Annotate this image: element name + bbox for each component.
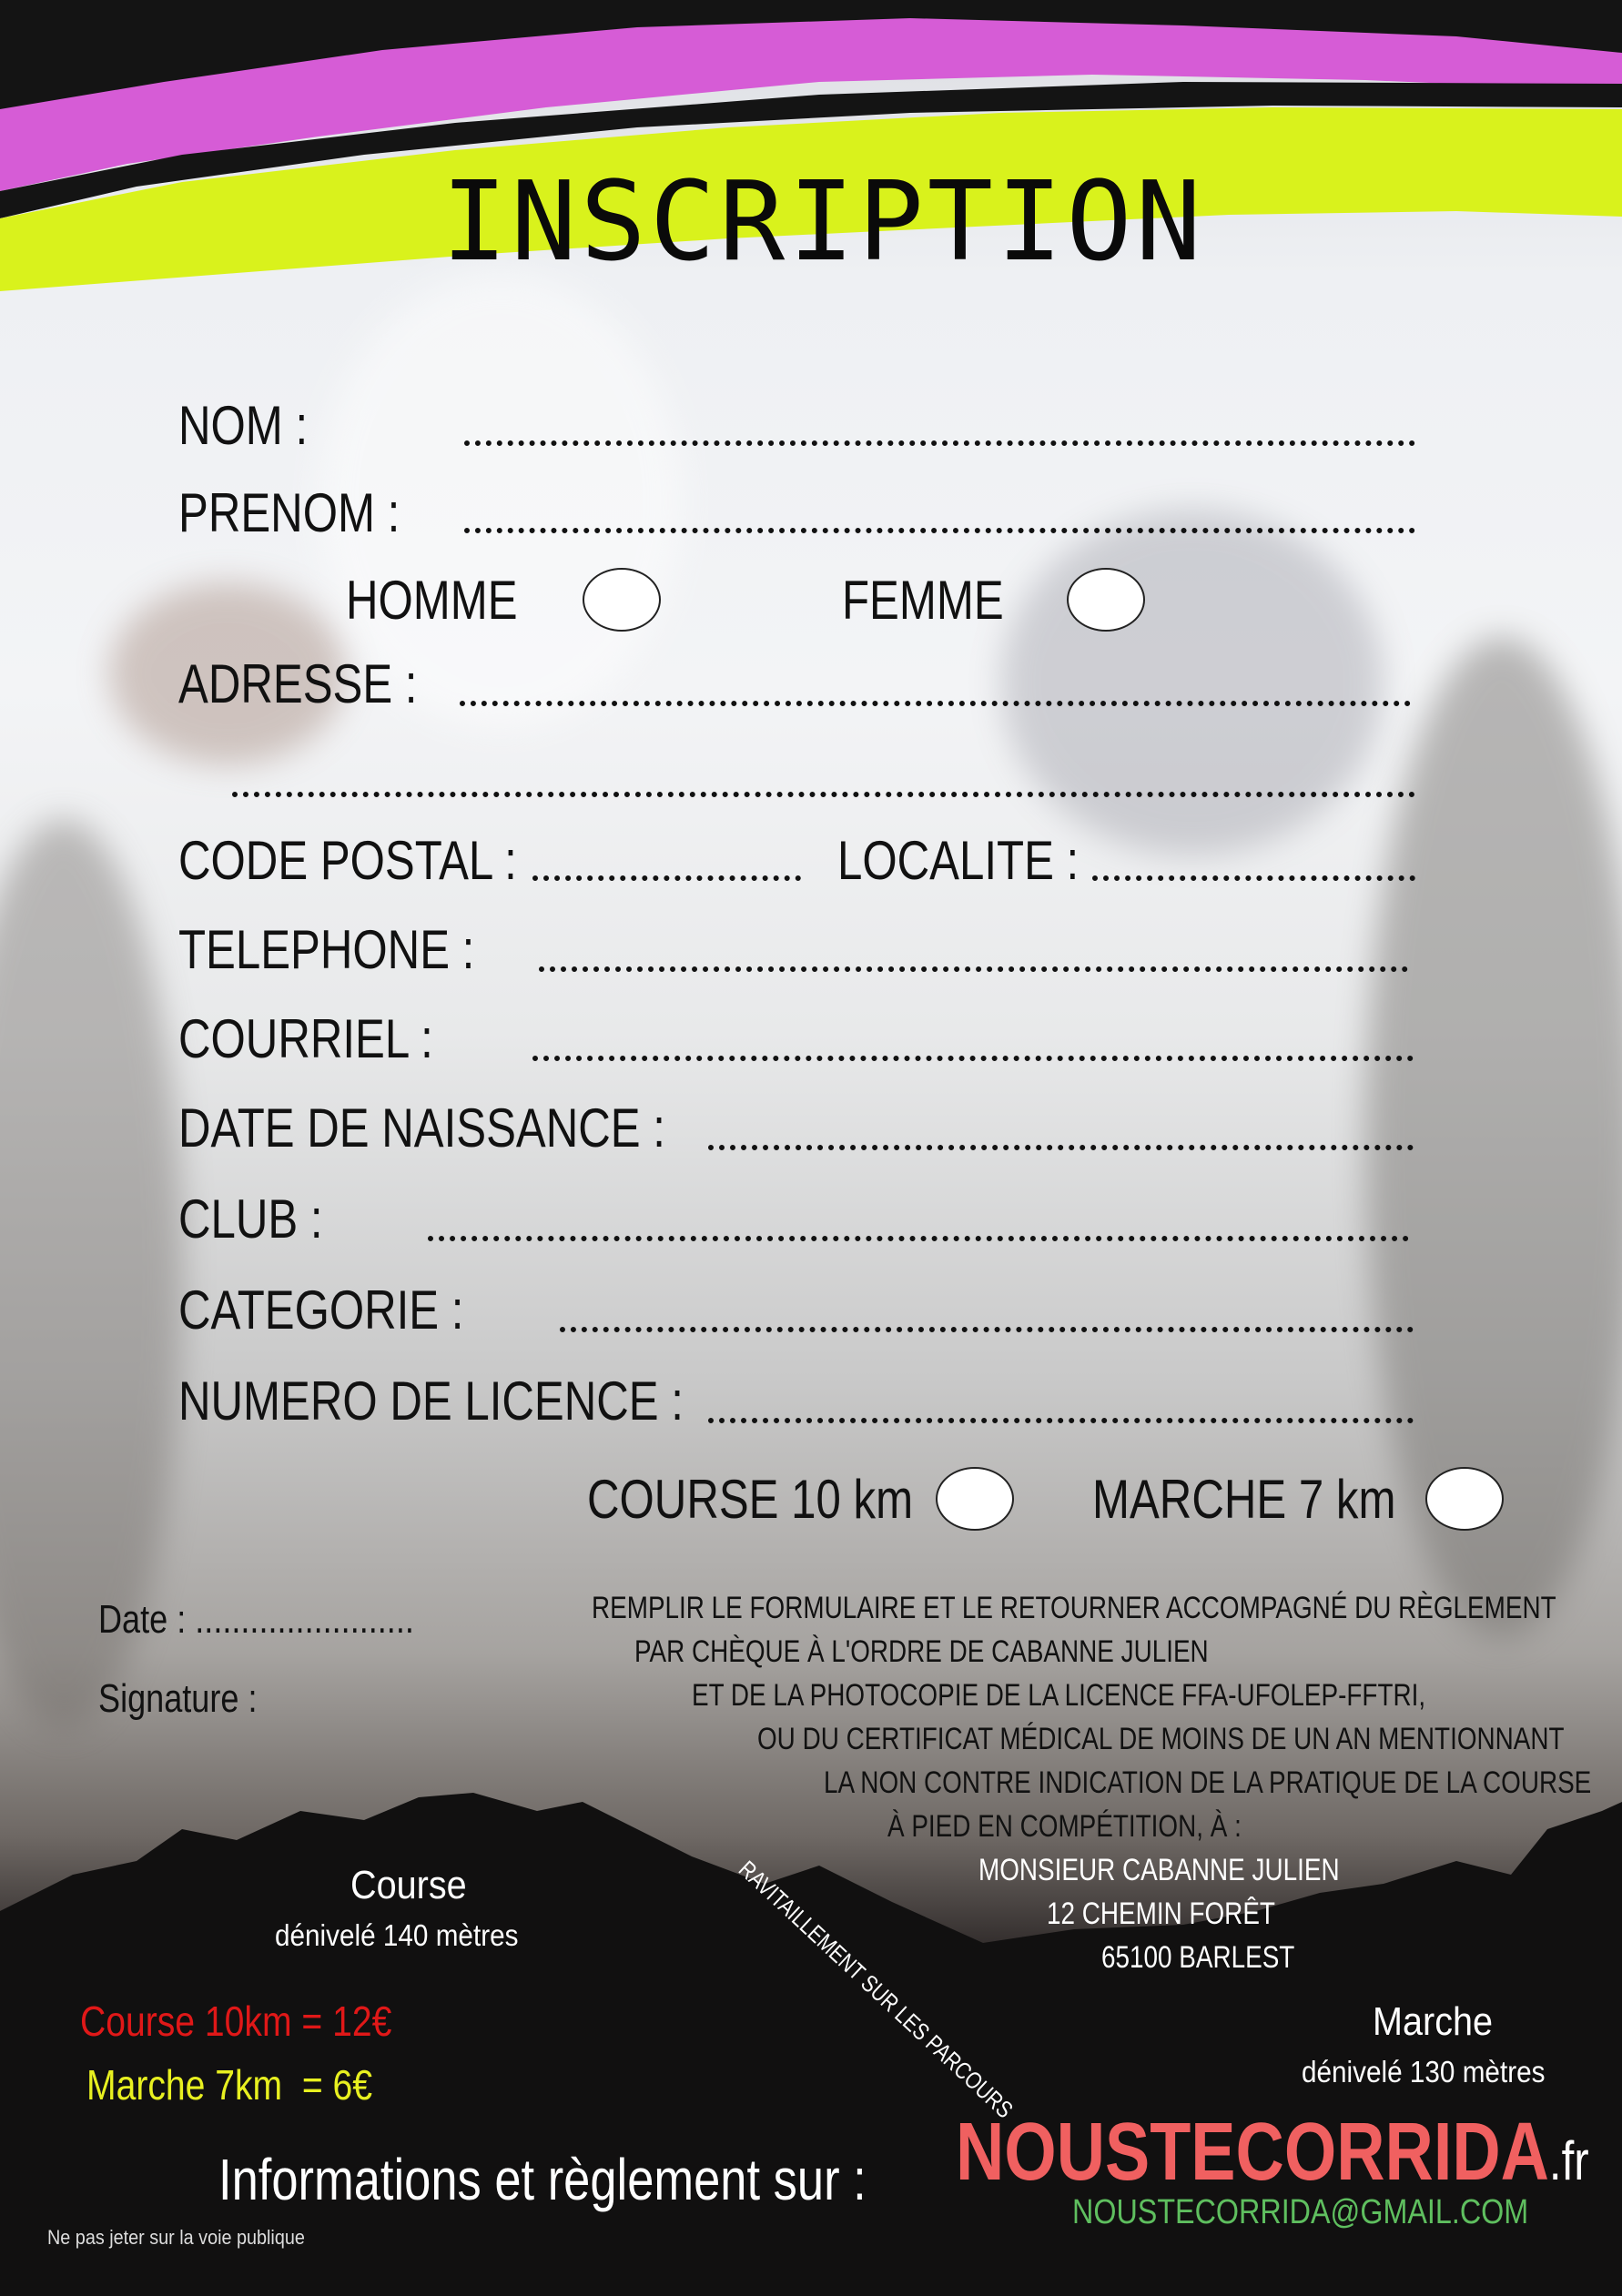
- club-field[interactable]: [428, 1236, 1409, 1241]
- instruction-line: ET DE LA PHOTOCOPIE DE LA LICENCE FFA-UFOLEP-FFTRI,: [692, 1678, 1426, 1713]
- background-photo: [0, 819, 182, 1729]
- courriel-label: COURRIEL :: [178, 1008, 433, 1069]
- price-course: Course 10km = 12€: [80, 1998, 392, 2045]
- femme-radio[interactable]: [1067, 568, 1145, 632]
- femme-label: FEMME: [842, 570, 1004, 631]
- marche-radio[interactable]: [1425, 1467, 1504, 1531]
- localite-field[interactable]: [1092, 875, 1415, 881]
- ravitaillement-note: RAVITAILLEMENT SUR LES PARCOURS: [733, 1855, 1019, 2124]
- numero-licence-label: NUMERO DE LICENCE :: [178, 1371, 684, 1431]
- telephone-label: TELEPHONE :: [178, 919, 475, 980]
- courriel-field[interactable]: [532, 1056, 1414, 1061]
- adresse-field[interactable]: [460, 701, 1411, 706]
- nom-field[interactable]: [464, 440, 1415, 446]
- price-marche: Marche 7km = 6€: [86, 2061, 373, 2109]
- code-postal-label: CODE POSTAL :: [178, 830, 517, 891]
- numero-licence-field[interactable]: [708, 1418, 1414, 1423]
- instruction-line: OU DU CERTIFICAT MÉDICAL DE MOINS DE UN AN MENTIONNANT: [757, 1722, 1565, 1756]
- adresse-field-line-2[interactable]: [232, 792, 1415, 797]
- localite-label: LOCALITE :: [837, 830, 1080, 891]
- course-option-label: COURSE 10 km: [587, 1469, 914, 1530]
- background-photo: [1001, 510, 1384, 855]
- marche-block-sub: dénivelé 130 mètres: [1302, 2055, 1546, 2089]
- homme-label: HOMME: [346, 570, 518, 631]
- categorie-label: CATEGORIE :: [178, 1279, 464, 1340]
- instruction-line: REMPLIR LE FORMULAIRE ET LE RETOURNER ACCOMPAGNÉ DU RÈGLEMENT: [592, 1591, 1556, 1625]
- code-postal-field[interactable]: [532, 875, 801, 881]
- prenom-label: PRENOM :: [178, 482, 400, 543]
- page-title: INSCRIPTION: [441, 159, 1205, 286]
- adresse-label: ADRESSE :: [178, 653, 418, 714]
- address-city: 65100 BARLEST: [1101, 1940, 1295, 1975]
- instruction-line: À PIED EN COMPÉTITION, À :: [887, 1809, 1242, 1844]
- address-street: 12 CHEMIN FORÊT: [1047, 1896, 1275, 1931]
- marche-block-title: Marche: [1373, 1999, 1494, 2044]
- nom-label: NOM :: [178, 395, 309, 456]
- date-naissance-label: DATE DE NAISSANCE :: [178, 1097, 665, 1158]
- date-naissance-field[interactable]: [708, 1145, 1414, 1150]
- website-link[interactable]: [956, 2107, 1589, 2198]
- website-tld: .fr: [1548, 2130, 1589, 2191]
- info-label: Informations et règlement sur :: [218, 2147, 867, 2212]
- club-label: CLUB :: [178, 1188, 323, 1249]
- signature-label: Signature :: [98, 1676, 258, 1721]
- address-name: MONSIEUR CABANNE JULIEN: [978, 1853, 1340, 1887]
- instruction-line: PAR CHÈQUE À L'ORDRE DE CABANNE JULIEN: [634, 1634, 1209, 1669]
- homme-radio[interactable]: [583, 568, 661, 632]
- website-name: NOUSTECORRIDA: [956, 2107, 1549, 2198]
- footer-note: Ne pas jeter sur la voie publique: [47, 2226, 305, 2249]
- prenom-field[interactable]: [464, 528, 1415, 533]
- date-line[interactable]: Date : ........................: [98, 1597, 414, 1642]
- course-block-sub: dénivelé 140 mètres: [275, 1918, 519, 1952]
- marche-option-label: MARCHE 7 km: [1092, 1469, 1396, 1530]
- course-radio[interactable]: [936, 1467, 1014, 1531]
- instruction-line: LA NON CONTRE INDICATION DE LA PRATIQUE DE LA COURSE: [824, 1765, 1592, 1800]
- course-block-title: Course: [350, 1863, 467, 1907]
- email-link[interactable]: NOUSTECORRIDA@GMAIL.COM: [1072, 2193, 1529, 2231]
- telephone-field[interactable]: [539, 966, 1408, 972]
- categorie-field[interactable]: [560, 1327, 1414, 1332]
